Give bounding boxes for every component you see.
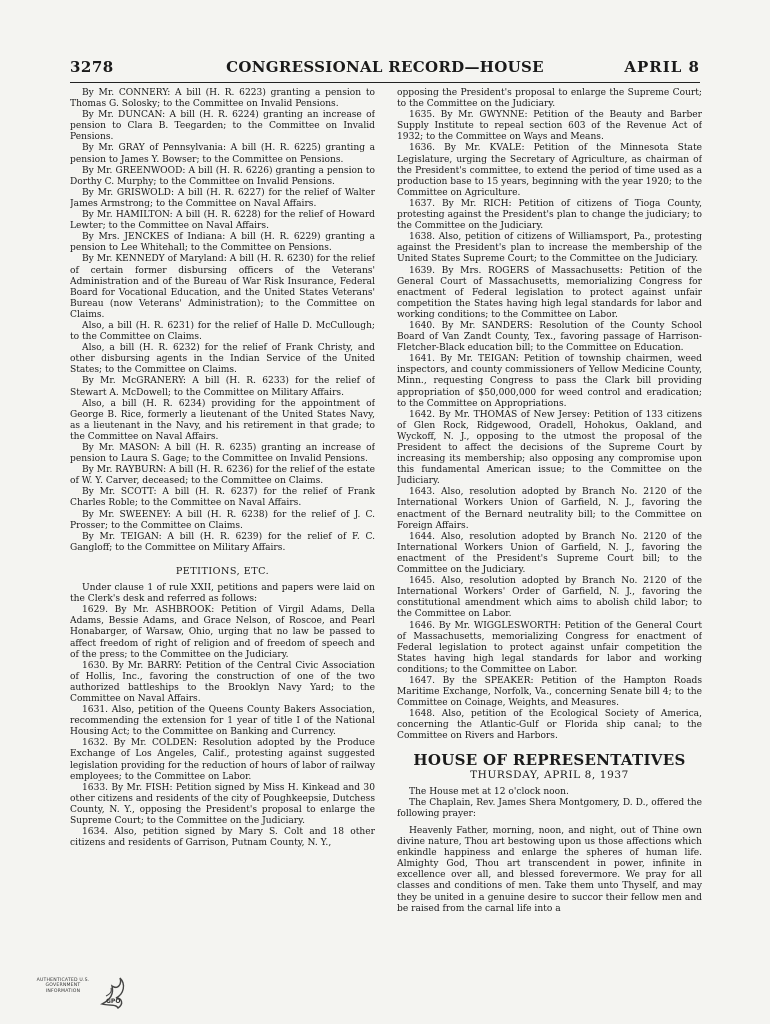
bill-entry: By Mr. GRAY of Pennsylvania: A bill (H. R. 6225) granting a pension to James Y. Bowser; to the Committee on Pensions.: [70, 143, 375, 165]
page-title: CONGRESSIONAL RECORD—HOUSE: [226, 58, 544, 76]
header-rule: [70, 82, 700, 83]
petition-entry: 1645. Also, resolution adopted by Branch No. 2120 of the International Workers' Order of Garfield, N. J., favoring the constitutional amendment which aims to abolish child labor; to the Committee on Labor.: [397, 576, 702, 620]
petition-entry: Under clause 1 of rule XXII, petitions and papers were laid on the Clerk's desk and referred as follows:: [70, 583, 375, 605]
bill-entry: By Mr. HAMILTON: A bill (H. R. 6228) for the relief of Howard Lewter; to the Committee on Naval Affairs.: [70, 210, 375, 232]
petitions-heading: PETITIONS, ETC.: [175, 565, 270, 577]
bill-entry: By Mr. KENNEDY of Maryland: A bill (H. R. 6230) for the relief of certain former disbursing officers of the Veterans' Administration and of the Bureau of War Risk Insurance, Federal Board for Vocational Education, and the United States Veterans' Bureau (now Veterans' Administration); to the Committee on Claims.: [70, 254, 375, 320]
proceedings-paragraph: The Chaplain, Rev. James Shera Montgomery, D. D., offered the following prayer:: [397, 797, 702, 819]
bill-entry: By Mrs. JENCKES of Indiana: A bill (H. R. 6229) granting a pension to Lee Whitehall; to the Committee on Pensions.: [70, 232, 375, 254]
petition-entry: 1633. By Mr. FISH: Petition signed by Miss H. Kinkead and 30 other citizens and residents of the city of Poughkeepsie, Dutchess County, N. Y., opposing the President's proposal to enlarge the Supreme Court; to the Committee on the Judiciary.: [70, 782, 375, 826]
page-date: APRIL 8: [624, 58, 700, 76]
petition-entry: 1647. By the SPEAKER: Petition of the Hampton Roads Maritime Exchange, Norfolk, Va., concerning Senate bill 4; to the Committee on Coinage, Weights, and Measures.: [397, 675, 702, 709]
petition-entry: 1636. By Mr. KVALE: Petition of the Minnesota State Legislature, urging the Secretary of Agriculture, as chairman of the President's committee, to extend the period of time used as a production base to 15 years, beginning with the year 1920; to the Committee on Agriculture.: [397, 143, 702, 198]
bill-entry: By Mr. DUNCAN: A bill (H. R. 6224) granting an increase of pension to Clara B. Teegarden; to the Committee on Invalid Pensions.: [70, 110, 375, 143]
petition-entry: 1644. Also, resolution adopted by Branch No. 2120 of the International Workers Union of Garfield, N. J., favoring the enactment of the President's Supreme Court bill; to the Committee on the Judiciary.: [397, 531, 702, 576]
proceedings-paragraph: The House met at 12 o'clock noon.: [409, 786, 569, 797]
petition-entry: 1646. By Mr. WIGGLESWORTH: Petition of the General Court of Massachusetts, memorializing Congress for enactment of Federal legislation to protect against unfair competition the States having high legal standards for labor and working conditions; to the Committee on Labor.: [397, 620, 702, 675]
bill-entry: By Mr. TEIGAN: A bill (H. R. 6239) for the relief of F. C. Gangloff; to the Committee on Military Affairs.: [70, 531, 375, 553]
house-date: THURSDAY, APRIL 8, 1937: [470, 768, 629, 781]
bill-entry: By Mr. GRISWOLD: A bill (H. R. 6227) for the relief of Walter James Armstrong; to the Committee on Naval Affairs.: [70, 187, 375, 209]
bill-entry: By Mr. SCOTT: A bill (H. R. 6237) for the relief of Frank Charles Roble; to the Committee on Naval Affairs.: [70, 487, 375, 509]
petitions-list-left: [70, 583, 375, 849]
bill-entry: By Mr. RAYBURN: A bill (H. R. 6236) for the relief of the estate of W. Y. Carver, deceased; to the Committee on Claims.: [70, 465, 375, 487]
petition-entry: 1643. Also, resolution adopted by Branch No. 2120 of the International Workers Union of Garfield, N. J., favoring the enactment of the Bernard neutrality bill; to the Committee on Foreign Affairs.: [397, 487, 702, 531]
authentication-text: AUTHENTICATED U.S. GOVERNMENT INFORMATION: [36, 978, 90, 994]
petition-entry: 1638. Also, petition of citizens of Williamsport, Pa., protesting against the President's plan to increase the membership of the United States Supreme Court; to the Committee on the Judiciary.: [397, 232, 702, 265]
bill-entry: Also, a bill (H. R. 6232) for the relief of Frank Christy, and other disbursing agents in the Indian Service of the United States; to the Committee on Claims.: [70, 343, 375, 376]
page-number: 3278: [70, 58, 114, 76]
petitions-list-right: [397, 88, 702, 743]
petition-entry: 1631. Also, petition of the Queens County Bakers Association, recommending the extension for 1 year of title I of the National Housing Act; to the Committee on Banking and Currency.: [70, 705, 375, 738]
left-column: [70, 88, 375, 960]
right-column: [397, 88, 702, 960]
bills-list: [70, 88, 375, 554]
bill-entry: By Mr. GREENWOOD: A bill (H. R. 6226) granting a pension to Dorthy C. Murphy; to the Committee on Invalid Pensions.: [70, 165, 375, 187]
bill-entry: Also, a bill (H. R. 6231) for the relief of Halle D. McCullough; to the Committee on Claims.: [70, 320, 375, 343]
gpo-logo-label: GPO: [106, 998, 121, 1005]
proceedings-list: [397, 787, 702, 915]
house-heading: HOUSE OF REPRESENTATIVES: [413, 750, 686, 769]
petition-entry: 1635. By Mr. GWYNNE: Petition of the Beauty and Barber Supply Institute to repeal section 603 of the Revenue Act of 1932; to the Committee on Ways and Means.: [397, 110, 702, 143]
proceedings-paragraph: Heavenly Father, morning, noon, and night, out of Thine own divine nature, Thou art bestowing upon us those affections which enkindle happiness and enlarge the spheres of human life. Almighty God, Thou art transcendent in power, infinite in excellence over all, and blessed forevermore. We pray for all classes and conditions of men. Take them unto Thyself, and may they be united in a genuine desire to succor their fellow men and be raised from the carnal life into a: [397, 826, 702, 914]
bill-entry: By Mr. CONNERY: A bill (H. R. 6223) granting a pension to Thomas G. Solosky; to the Committee on Invalid Pensions.: [70, 88, 375, 110]
petition-entry: 1641. By Mr. TEIGAN: Petition of township chairmen, weed inspectors, and county commissioners of Yellow Medicine County, Minn., requesting Congress to pass the Clark bill providing appropriation of $50,000,000 for weed control and eradication; to the Committee on Appropriations.: [397, 354, 702, 409]
petition-entry: 1640. By Mr. SANDERS: Resolution of the County School Board of Van Zandt County, Tex., favoring passage of Harrison-Fletcher-Black education bill; to the Committee on Education.: [397, 320, 702, 354]
petition-entry: 1648. Also, petition of the Ecological Society of America, concerning the Atlantic-Gulf or Florida ship canal; to the Committee on Rivers and Harbors.: [397, 709, 702, 742]
petition-entry: 1642. By Mr. THOMAS of New Jersey: Petition of 133 citizens of Glen Rock, Ridgewood, Oradell, Hohokus, Oakland, and Wyckoff, N. J., opposing to the utmost the proposal of the President to affect the decisions of the Supreme Court by increasing its membership; also opposing any compromise upon this fundamental American issue; to the Committee on the Judiciary.: [397, 409, 702, 487]
bill-entry: By Mr. MASON: A bill (H. R. 6235) granting an increase of pension to Laura S. Gage; to the Committee on Invalid Pensions.: [70, 443, 375, 465]
petition-entry: 1632. By Mr. COLDEN: Resolution adopted by the Produce Exchange of Los Angeles, Calif., protesting against suggested legislation providing for the reduction of hours of labor of railway employees; to the Committee on Labor.: [70, 738, 375, 782]
petition-entry: 1637. By Mr. RICH: Petition of citizens of Tioga County, protesting against the President's plan to change the judiciary; to the Committee on the Judiciary.: [397, 198, 702, 232]
page-header: [70, 58, 700, 82]
gpo-authentication-seal: [30, 972, 130, 1016]
petition-entry: 1634. Also, petition signed by Mary S. Colt and 18 other citizens and residents of Garrison, Putnam County, N. Y.,: [70, 827, 375, 849]
bill-entry: Also, a bill (H. R. 6234) providing for the appointment of George B. Rice, formerly a lieutenant of the United States Navy, as a lieutenant in the Navy, and his retirement in that grade; to the Committee on Naval Affairs.: [70, 398, 375, 442]
bill-entry: By Mr. SWEENEY: A bill (H. R. 6238) for the relief of J. C. Prosser; to the Committee on Claims.: [70, 509, 375, 531]
petition-entry: 1630. By Mr. BARRY: Petition of the Central Civic Association of Hollis, Inc., favoring the construction of one of the two authorized battleships to the Brooklyn Navy Yard; to the Committee on Naval Affairs.: [70, 660, 375, 704]
petition-entry: 1639. By Mrs. ROGERS of Massachusetts: Petition of the General Court of Massachusetts, memorializing Congress for enactment of Federal legislation to protect against unfair competition the States having high legal standards for labor and working conditions; to the Committee on Labor.: [397, 265, 702, 320]
petition-entry: 1629. By Mr. ASHBROOK: Petition of Virgil Adams, Della Adams, Bessie Adams, and Grace Nelson, of Roscoe, and Pearl Honabarger, of Warsaw, Ohio, urging that no law be passed to affect freedom of right of religion and of freedom of speech and of the press; to the Committee on the Judiciary.: [70, 605, 375, 660]
eagle-icon: [96, 974, 128, 1012]
petition-entry: opposing the President's proposal to enlarge the Supreme Court; to the Committee on the Judiciary.: [397, 88, 702, 110]
bill-entry: By Mr. McGRANERY: A bill (H. R. 6233) for the relief of Stewart A. McDowell; to the Committee on Military Affairs.: [70, 376, 375, 398]
